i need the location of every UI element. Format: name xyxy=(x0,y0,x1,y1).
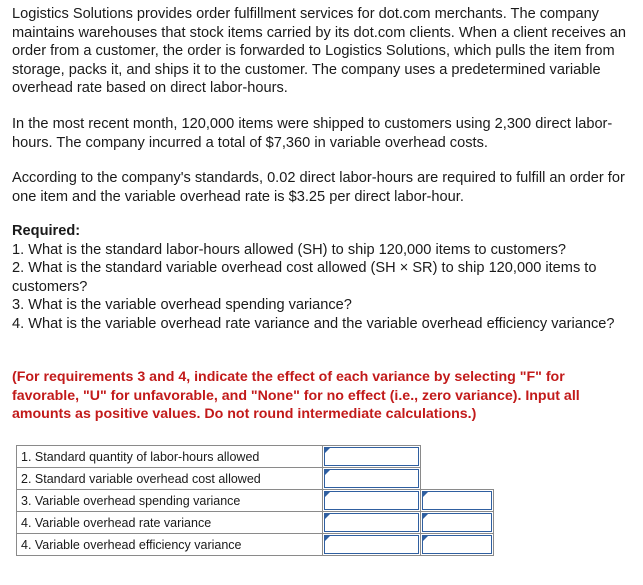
month-paragraph: In the most recent month, 120,000 items were shipped to customers using 2,300 direct labor-hours. The company incurred a total of $7,360 in variable overhead costs. xyxy=(12,116,613,151)
instructions-note: (For requirements 3 and 4, indicate the effect of each variance by selecting "F" for favorable, "U" for unfavorable, and "None" for no effect (i.e., zero variance). Input all amounts as positive values. Do not round intermediate calculations.) xyxy=(12,369,580,423)
row-label: 2. Standard variable overhead cost allowed xyxy=(17,468,323,490)
input-field[interactable] xyxy=(324,513,419,532)
select-field[interactable] xyxy=(422,491,492,510)
rate-variance-effect-select[interactable] xyxy=(421,512,494,534)
required-heading: Required: xyxy=(12,223,81,239)
input-field[interactable] xyxy=(324,491,419,510)
standard-cost-input[interactable] xyxy=(323,468,421,490)
select-field[interactable] xyxy=(422,535,492,554)
table-row xyxy=(17,468,494,490)
required-item-3: 3. What is the variable overhead spending variance? xyxy=(12,297,352,314)
input-field[interactable] xyxy=(324,535,419,554)
table-row xyxy=(17,512,494,534)
input-field[interactable] xyxy=(324,447,419,466)
required-section xyxy=(12,222,638,334)
row-label: 3. Variable overhead spending variance xyxy=(17,490,323,512)
rate-variance-input[interactable] xyxy=(323,512,421,534)
required-item-1: 1. What is the standard labor-hours allowed (SH) to ship 120,000 items to customers? xyxy=(12,241,567,258)
table-row xyxy=(17,490,494,512)
row-label: 4. Variable overhead rate variance xyxy=(17,512,323,534)
row-label: 4. Variable overhead efficiency variance xyxy=(17,534,323,556)
table-row xyxy=(17,534,494,556)
input-field[interactable] xyxy=(324,469,419,488)
row-label: 1. Standard quantity of labor-hours allowed xyxy=(17,446,323,468)
answer-table xyxy=(16,445,494,556)
required-item-2: 2. What is the standard variable overhead cost allowed (SH × SR) to ship 120,000 items to customers? xyxy=(12,260,597,295)
empty-cell xyxy=(421,446,494,468)
intro-paragraph: Logistics Solutions provides order fulfillment services for dot.com merchants. The company maintains warehouses that stock items carried by its dot.com clients. When a client receives an order from a customer, the order is forwarded to Logistics Solutions, which pulls the item from storage, packs it, and ships it to the customer. The company uses a predetermined variable overhead rate based on direct labor-hours. xyxy=(12,6,627,97)
spending-variance-input[interactable] xyxy=(323,490,421,512)
table-row xyxy=(17,446,494,468)
required-item-4: 4. What is the variable overhead rate variance and the variable overhead efficiency variance? xyxy=(12,315,615,332)
standards-paragraph: According to the company's standards, 0.02 direct labor-hours are required to fulfill an order for one item and the variable overhead rate is $3.25 per direct labor-hour. xyxy=(12,170,625,205)
standard-hours-input[interactable] xyxy=(323,446,421,468)
empty-cell xyxy=(421,468,494,490)
spending-variance-effect-select[interactable] xyxy=(421,490,494,512)
efficiency-variance-input[interactable] xyxy=(323,534,421,556)
efficiency-variance-effect-select[interactable] xyxy=(421,534,494,556)
select-field[interactable] xyxy=(422,513,492,532)
